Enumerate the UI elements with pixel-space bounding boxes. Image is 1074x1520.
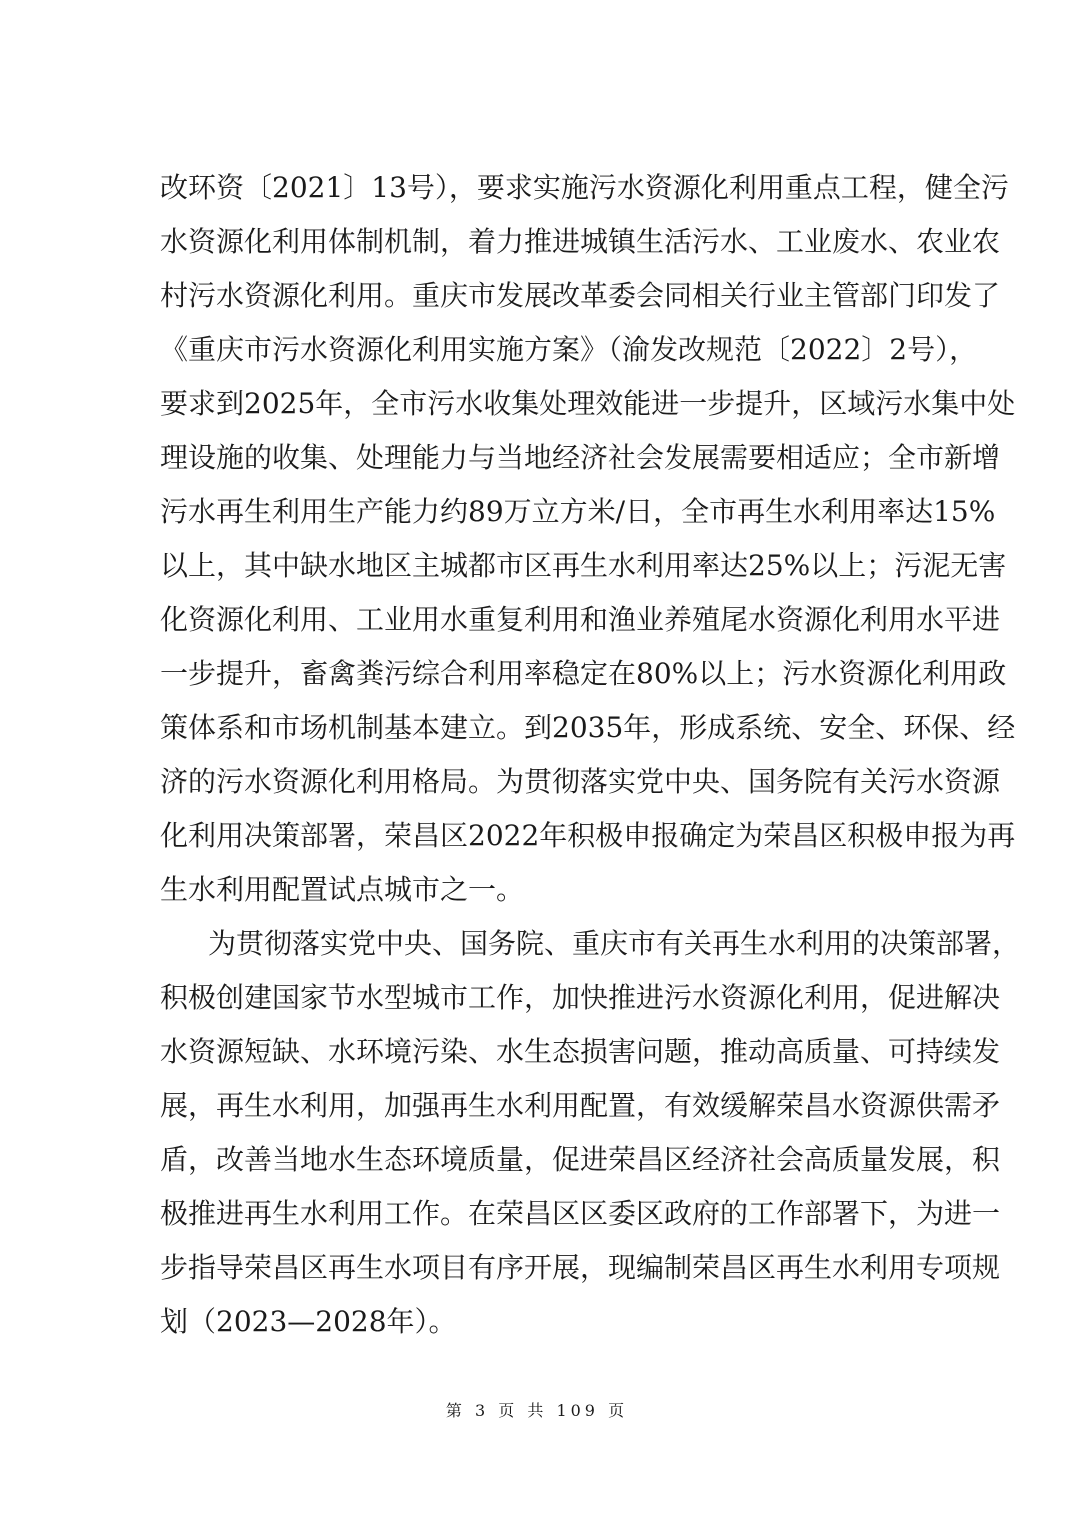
paragraph-line: 划（2023—2028年）。 [160,1305,457,1338]
paragraph-line: 污水再生利用生产能力约89万立方米/日，全市再生水利用率达15% [160,495,996,528]
paragraph-line: 化资源化利用、工业用水重复利用和渔业养殖尾水资源化利用水平进 [160,603,1001,636]
paragraph-line: 步指导荣昌区再生水项目有序开展，现编制荣昌区再生水利用专项规 [160,1251,1001,1284]
paragraph-line: 积极创建国家节水型城市工作，加快推进污水资源化利用，促进解决 [160,981,1001,1014]
paragraph-line: 为贯彻落实党中央、国务院、重庆市有关再生水利用的决策部署， [208,927,1021,960]
paragraph-line: 要求到2025年，全市污水收集处理效能进一步提升，区域污水集中处 [160,387,1016,420]
paragraph-line: 《重庆市污水资源化利用实施方案》（渝发改规范〔2022〕2号）， [160,333,978,366]
paragraph-line: 盾，改善当地水生态环境质量，促进荣昌区经济社会高质量发展，积 [160,1143,1001,1176]
paragraph-line: 水资源短缺、水环境污染、水生态损害问题，推动高质量、可持续发 [160,1035,1001,1068]
paragraph-line: 水资源化利用体制机制，着力推进城镇生活污水、工业废水、农业农 [160,225,1001,258]
paragraph-line: 理设施的收集、处理能力与当地经济社会发展需要相适应；全市新增 [160,441,1001,474]
paragraph-line: 以上，其中缺水地区主城都市区再生水利用率达25%以上；污泥无害 [160,549,1007,582]
paragraph-line: 极推进再生水利用工作。在荣昌区区委区政府的工作部署下，为进一 [160,1197,1001,1230]
page-number-footer: 第 3 页 共 109 页 [445,1401,629,1420]
paragraph-line: 策体系和市场机制基本建立。到2035年，形成系统、安全、环保、经 [160,711,1016,744]
paragraph-line: 化利用决策部署，荣昌区2022年积极申报确定为荣昌区积极申报为再 [160,819,1016,852]
paragraph-line: 一步提升，畜禽粪污综合利用率稳定在80%以上；污水资源化利用政 [160,657,1007,690]
paragraph-line: 村污水资源化利用。重庆市发展改革委会同相关行业主管部门印发了 [160,279,1001,312]
paragraph-line: 生水利用配置试点城市之一。 [160,873,525,906]
paragraph-line: 改环资〔2021〕13号），要求实施污水资源化利用重点工程，健全污 [160,171,1009,204]
paragraph-line: 济的污水资源化利用格局。为贯彻落实党中央、国务院有关污水资源 [160,765,1001,798]
paragraph-line: 展，再生水利用，加强再生水利用配置，有效缓解荣昌水资源供需矛 [160,1089,1001,1122]
